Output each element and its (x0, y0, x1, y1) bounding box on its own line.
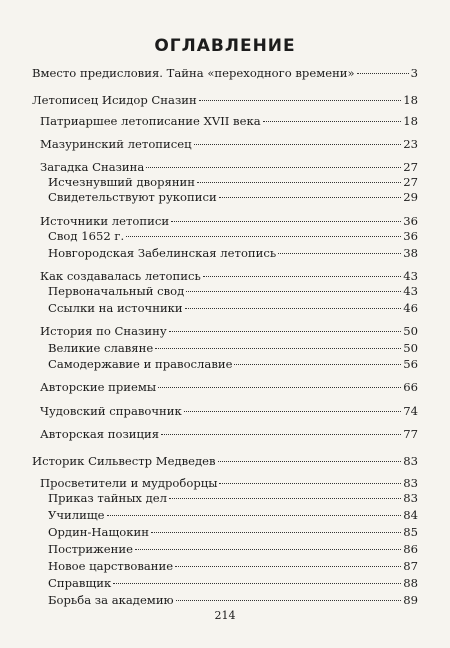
toc-entry (48, 229, 418, 243)
toc-entry-title: Авторская позиция (40, 427, 160, 441)
toc-entry-title: Просветители и мудроборцы (40, 476, 218, 490)
toc-leader (194, 144, 402, 145)
toc-leader (263, 121, 402, 122)
toc-leader (186, 291, 401, 292)
toc-leader (135, 549, 401, 550)
toc-entry-title: Загадка Сназина (40, 160, 145, 174)
toc-entry-page: 27 (403, 160, 418, 174)
toc-entry-title: Мазуринский летописец (40, 137, 192, 151)
toc-entry-page: 83 (403, 476, 418, 490)
toc-entry-title: Приказ тайных дел (48, 491, 168, 505)
toc-leader (185, 308, 402, 309)
toc-leader (218, 461, 402, 462)
toc-entry (48, 525, 418, 539)
toc-entry (48, 284, 418, 298)
toc-entry (40, 114, 418, 128)
toc-leader (113, 583, 401, 584)
toc-entry-page: 38 (403, 246, 418, 260)
toc-entry-title: Летописец Исидор Сназин (32, 93, 197, 107)
toc-leader (184, 411, 401, 412)
toc-leader (219, 483, 401, 484)
toc-entry (40, 404, 418, 418)
toc-entry-page: 36 (403, 229, 418, 243)
toc-entry (40, 324, 418, 338)
toc-leader (203, 276, 401, 277)
toc-entry-page: 50 (403, 341, 418, 355)
toc-entry-page: 83 (403, 491, 418, 505)
toc-entry-title: Ссылки на источники (48, 301, 183, 315)
toc-entry (48, 491, 418, 505)
toc-entry (40, 427, 418, 441)
toc-entry-title: Великие славяне (48, 341, 154, 355)
toc-entry (48, 341, 418, 355)
toc-entry-title: Борьба за академию (48, 593, 174, 607)
toc-leader (161, 434, 401, 435)
toc-entry-page: 66 (403, 380, 418, 394)
toc-entry-page: 18 (403, 114, 418, 128)
toc-entry (40, 380, 418, 394)
toc-entry-page: 43 (403, 284, 418, 298)
toc-entry (48, 301, 418, 315)
toc-entry-title: Чудовский справочник (40, 404, 182, 418)
toc-entry-page: 74 (403, 404, 418, 418)
toc-entry-title: Училище (48, 508, 105, 522)
toc-entry-page: 56 (403, 357, 418, 371)
toc-entry-title: Источники летописи (40, 214, 170, 228)
toc-entry-page: 3 (410, 66, 418, 80)
toc-entry-title: Вместо предисловия. Тайна «переходного времени» (32, 66, 355, 80)
toc-entry-page: 87 (403, 559, 418, 573)
toc-entry (48, 508, 418, 522)
toc-entry (48, 559, 418, 573)
toc-entry (32, 66, 418, 80)
toc-entry-title: Как создавалась летопись (40, 269, 201, 283)
toc-leader (234, 364, 401, 365)
toc-entry-page: 18 (403, 93, 418, 107)
toc-leader (146, 167, 401, 168)
toc-entry-title: Исчезнувший дворянин (48, 175, 196, 189)
toc-entry (40, 137, 418, 151)
toc-leader (107, 515, 402, 516)
toc-leader (155, 348, 401, 349)
toc-entry-title: Свод 1652 г. (48, 229, 125, 243)
toc-entry-title: Свидетельствуют рукописи (48, 190, 217, 204)
toc-leader (169, 498, 401, 499)
toc-entry (48, 542, 418, 556)
toc-entry (48, 246, 418, 260)
toc-entry (48, 593, 418, 607)
page-number: 214 (214, 609, 236, 622)
toc-leader (151, 532, 401, 533)
toc-entry-title: Историк Сильвестр Медведев (32, 454, 216, 468)
toc-entry-page: 27 (403, 175, 418, 189)
toc-entry (40, 476, 418, 490)
toc-entry-title: Первоначальный свод (48, 284, 185, 298)
toc-entry (40, 269, 418, 283)
toc-entry-title: Пострижение (48, 542, 133, 556)
toc-leader (171, 221, 401, 222)
toc-entry-page: 23 (403, 137, 418, 151)
toc-entry-title: Новое царствование (48, 559, 174, 573)
toc-leader (219, 197, 402, 198)
toc-entry-page: 43 (403, 269, 418, 283)
toc-entry-page: 85 (403, 525, 418, 539)
toc-entry-page: 89 (403, 593, 418, 607)
toc-leader (199, 100, 402, 101)
toc-entry-page: 86 (403, 542, 418, 556)
toc-entry-page: 46 (403, 301, 418, 315)
toc-entry-title: Самодержавие и православие (48, 357, 233, 371)
toc-entry (48, 175, 418, 189)
toc-entry (32, 93, 418, 107)
toc-entry (48, 357, 418, 371)
toc-entry-page: 88 (403, 576, 418, 590)
toc-leader (176, 600, 402, 601)
toc-leader (197, 182, 401, 183)
toc-entry-title: Справщик (48, 576, 112, 590)
toc-entry-page: 36 (403, 214, 418, 228)
toc-entry-title: Ордин-Нащокин (48, 525, 149, 539)
toc-leader (278, 253, 401, 254)
toc-leader (158, 387, 401, 388)
toc-entry-title: Новгородская Забелинская летопись (48, 246, 277, 260)
toc-entry-title: Авторские приемы (40, 380, 157, 394)
toc-leader (126, 236, 401, 237)
toc-entry-title: Патриаршее летописание XVII века (40, 114, 261, 128)
toc-entry (48, 190, 418, 204)
toc-entry (40, 160, 418, 174)
toc-entry-page: 77 (403, 427, 418, 441)
toc-leader (175, 566, 401, 567)
toc-leader (169, 331, 402, 332)
toc-leader (357, 73, 409, 74)
page-title: ОГЛАВЛЕНИЕ (154, 36, 296, 56)
toc-entry (32, 454, 418, 468)
toc-entry (40, 214, 418, 228)
toc-entry (48, 576, 418, 590)
toc-entry-page: 83 (403, 454, 418, 468)
toc-entry-page: 29 (403, 190, 418, 204)
toc-entry-page: 84 (403, 508, 418, 522)
toc-entry-title: История по Сназину (40, 324, 167, 338)
toc-entry-page: 50 (403, 324, 418, 338)
